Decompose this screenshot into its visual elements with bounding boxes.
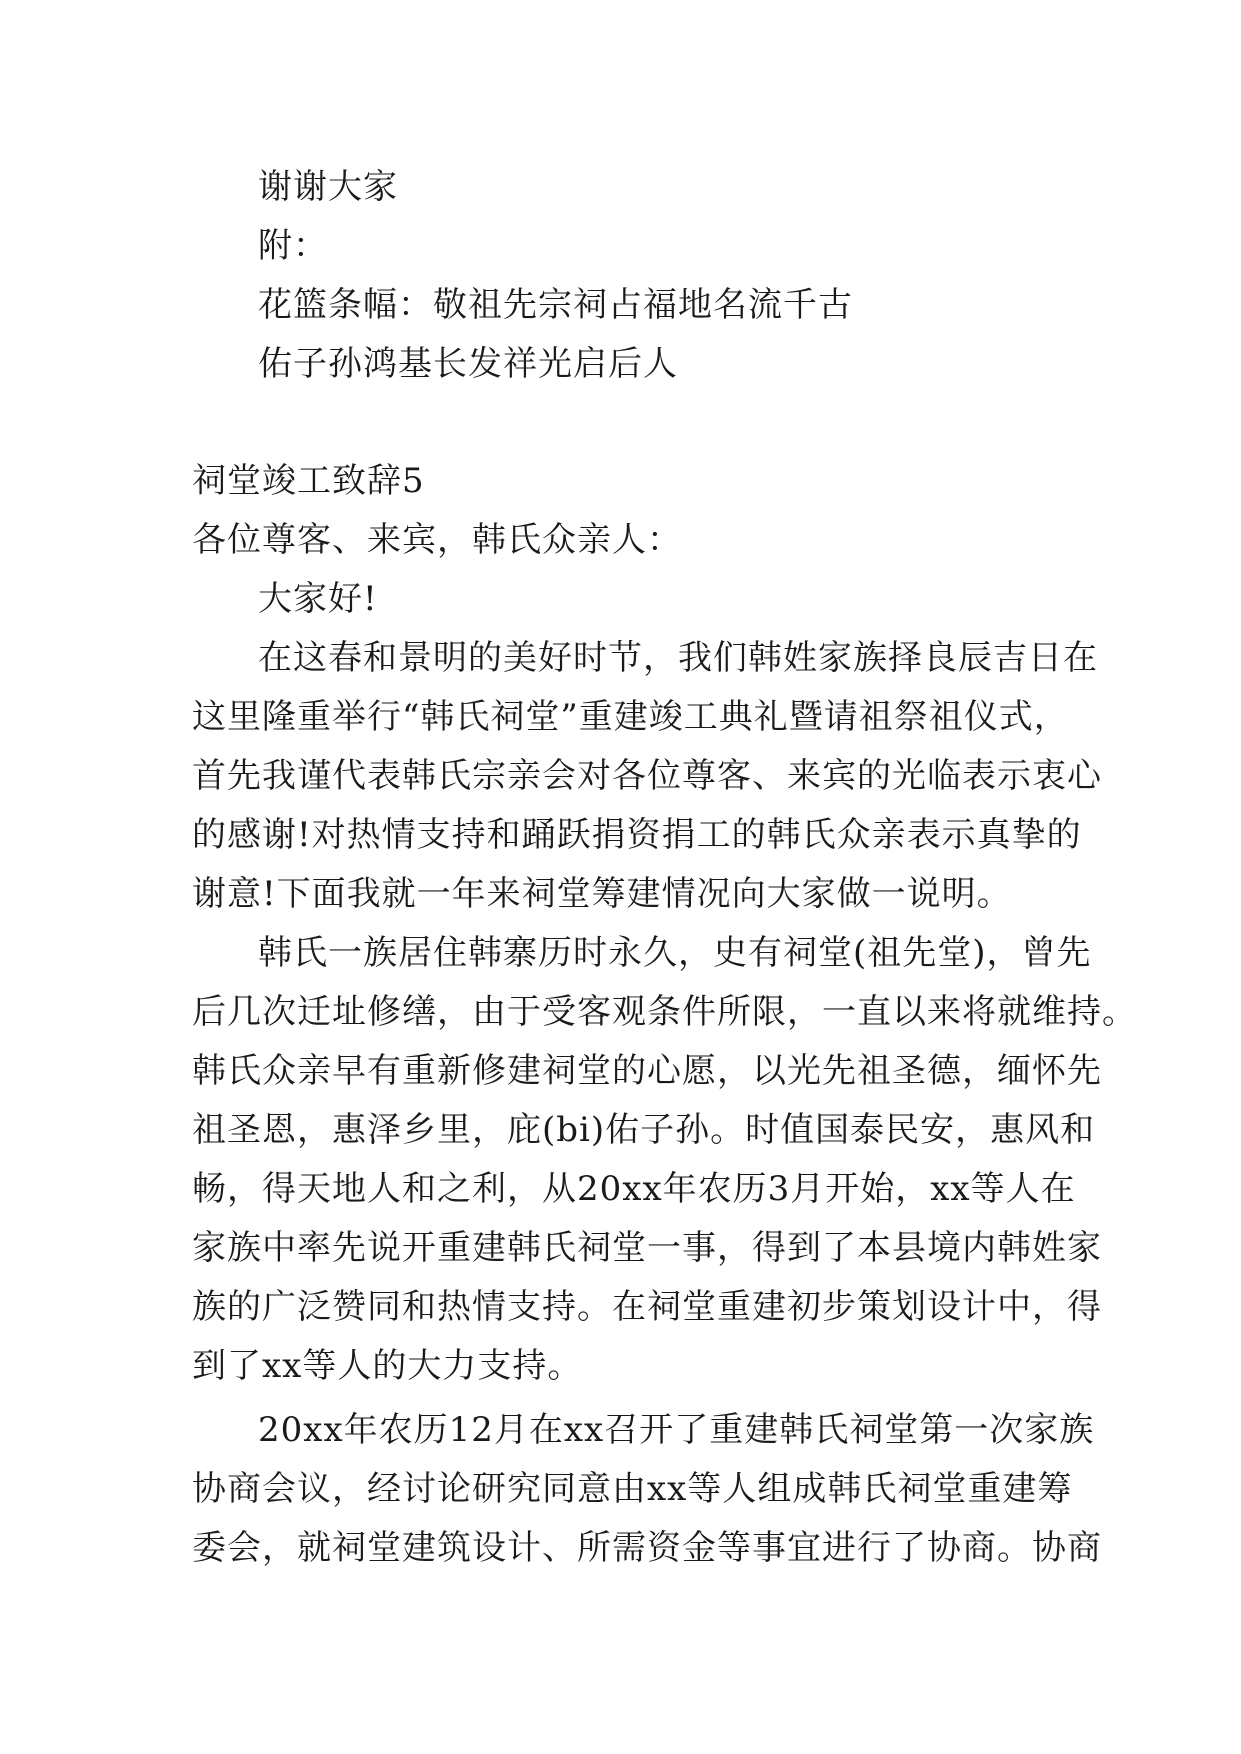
banner-line-2: 佑子孙鸿基长发祥光启后人 xyxy=(258,344,678,384)
paragraph-line: 委会，就祠堂建筑设计、所需资金等事宜进行了协商。协商 xyxy=(192,1528,1102,1568)
salutation: 各位尊客、来宾，韩氏众亲人： xyxy=(192,520,682,560)
greeting: 大家好! xyxy=(258,579,378,619)
paragraph-line: 韩氏众亲早有重新修建祠堂的心愿，以光先祖圣德，缅怀先 xyxy=(192,1051,1102,1091)
section-title: 祠堂竣工致辞5 xyxy=(192,461,425,501)
paragraph-line: 的感谢!对热情支持和踊跃捐资捐工的韩氏众亲表示真挚的 xyxy=(192,815,1082,855)
paragraph-line: 家族中率先说开重建韩氏祠堂一事，得到了本县境内韩姓家 xyxy=(192,1228,1102,1268)
paragraph-line: 到了xx等人的大力支持。 xyxy=(192,1346,583,1386)
appendix-label: 附： xyxy=(258,226,328,266)
paragraph-line: 首先我谨代表韩氏宗亲会对各位尊客、来宾的光临表示衷心 xyxy=(192,756,1102,796)
paragraph-line: 这里隆重举行“韩氏祠堂”重建竣工典礼暨请祖祭祖仪式， xyxy=(192,697,1069,737)
paragraph-line: 谢意!下面我就一年来祠堂筹建情况向大家做一说明。 xyxy=(192,874,1012,914)
paragraph-line: 族的广泛赞同和热情支持。在祠堂重建初步策划设计中，得 xyxy=(192,1287,1102,1327)
paragraph-line: 畅，得天地人和之利，从20xx年农历3月开始，xx等人在 xyxy=(192,1169,1076,1209)
paragraph-line: 后几次迁址修缮，由于受客观条件所限，一直以来将就维持。 xyxy=(192,992,1137,1032)
paragraph-line: 20xx年农历12月在xx召开了重建韩氏祠堂第一次家族 xyxy=(258,1410,1095,1450)
paragraph-line: 在这春和景明的美好时节，我们韩姓家族择良辰吉日在 xyxy=(258,638,1098,678)
banner-line-1: 花篮条幅：敬祖先宗祠占福地名流千古 xyxy=(258,285,853,325)
paragraph-line: 协商会议，经讨论研究同意由xx等人组成韩氏祠堂重建筹 xyxy=(192,1469,1073,1509)
closing-thanks: 谢谢大家 xyxy=(258,167,398,207)
paragraph-line: 祖圣恩，惠泽乡里，庇(bi)佑子孙。时值国泰民安，惠风和 xyxy=(192,1110,1096,1150)
paragraph-line: 韩氏一族居住韩寨历时永久，史有祠堂(祖先堂)，曾先 xyxy=(258,933,1092,973)
